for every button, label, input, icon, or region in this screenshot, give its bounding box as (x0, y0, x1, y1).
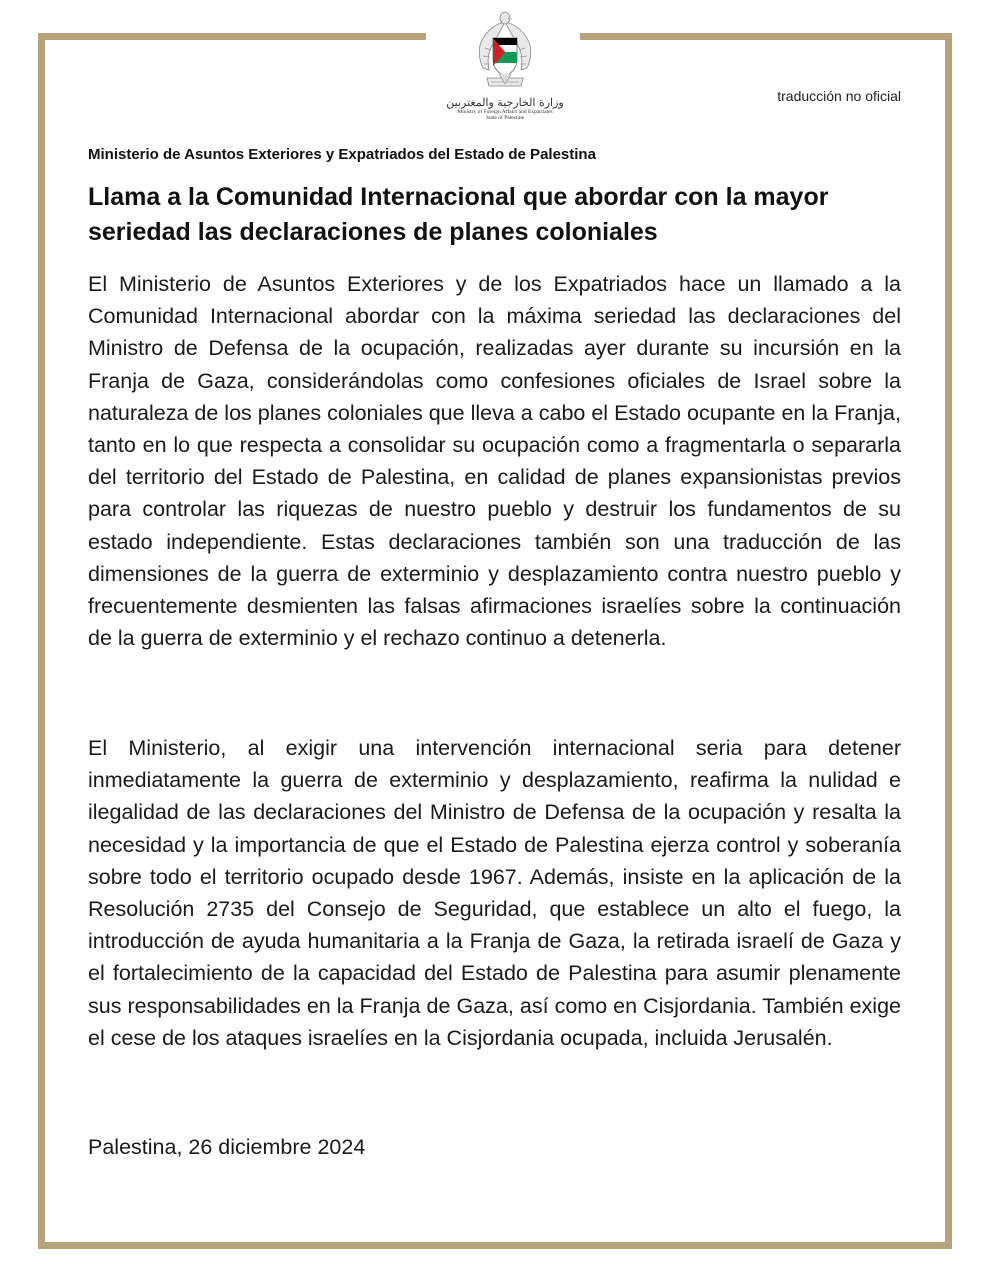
body-paragraph-1: El Ministerio de Asuntos Exteriores y de los Expatriados hace un llamado a la Comunidad Internacional abordar con la máxima seriedad las declaraciones del Ministro de Defensa de la ocupación, realizadas ayer durante su incursión en la Franja de Gaza, considerándolas como confesiones oficiales de Israel sobre la naturaleza de los planes coloniales que lleva a cabo el Estado ocupante en la Franja, tanto en lo que respecta a consolidar su ocupación como a fragmentarla o separarla del territorio del Estado de Palestina, en calidad de planes expansionistas previos para controlar las riquezas de nuestro pueblo y destruir los fundamentos de su estado independiente. Estas declaraciones también son una traducción de las dimensiones de la guerra de exterminio y desplazamiento contra nuestro pueblo y frecuentemente desmienten las falsas afirmaciones israelíes sobre la continuación de la guerra de exterminio y el rechazo continuo a detenerla. (88, 272, 901, 651)
logo-english-line2: State of Palestine (485, 115, 525, 121)
frame-left (38, 33, 45, 1249)
logo-english-line1: Ministry of Foreign Affairs and Expatriates (457, 109, 553, 115)
body-paragraph-2: El Ministerio, al exigir una intervención internacional seria para detener inmediatamente la guerra de exterminio y desplazamiento, reafirma la nulidad e ilegalidad de las declaraciones del Ministro de Defensa de la ocupación y resalta la necesidad y la importancia de que el Estado de Palestina ejerza control y soberanía sobre todo el territorio ocupado desde 1967. Además, insiste en la aplicación de la Resolución 2735 del Consejo de Seguridad, que establece un alto el fuego, la introducción de ayuda humanitaria a la Franja de Gaza, la retirada israelí de Gaza y el fortalecimiento de la capacidad del Estado de Palestina para asumir plenamente sus responsabilidades en la Franja de Gaza, así como en Cisjordania. También exige el cese de los ataques israelíes en la Cisjordania ocupada, incluida Jerusalén. (88, 736, 901, 1050)
logo-arabic-text: وزارة الخارجية والمغتربين (446, 96, 564, 109)
ministry-logo (440, 8, 570, 140)
frame-bottom (38, 1242, 952, 1249)
ministry-name: Ministerio de Asuntos Exteriores y Expatriados del Estado de Palestina (88, 146, 596, 163)
frame-top-right (580, 33, 952, 40)
eagle-emblem-icon (465, 8, 545, 98)
frame-right (945, 33, 952, 1249)
document-title: Llama a la Comunidad Internacional que abordar con la mayor seriedad las declaraciones de planes coloniales (88, 183, 829, 246)
frame-top-left (38, 33, 426, 40)
dateline: Palestina, 26 diciembre 2024 (88, 1135, 366, 1159)
unofficial-translation-note: traducción no oficial (777, 88, 901, 104)
